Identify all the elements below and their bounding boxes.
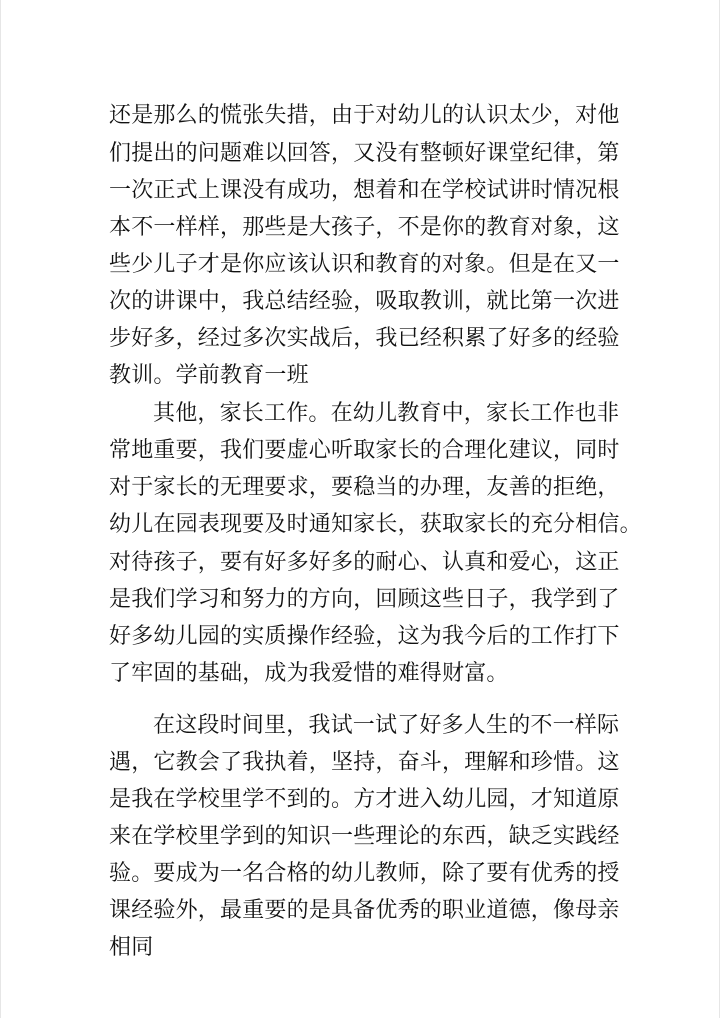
text-line: 相同 [109,935,154,960]
text-line: 次的讲课中，我总结经验，吸取教训，就比第一次进 [109,289,620,314]
text-line: 其他，家长工作。在幼儿教育中，家长工作也非 [153,401,620,426]
text-line: 来在学校里学到的知识一些理论的东西，缺乏实践经 [109,824,620,849]
text-line: 好多幼儿园的实质操作经验，这为我今后的工作打下 [109,624,620,649]
text-line: 是我们学习和努力的方向，回顾这些日子，我学到了 [109,587,620,612]
text-line: 些少儿子才是你应该认识和教育的对象。但是在又一 [109,252,620,277]
text-line: 们提出的问题难以回答，又没有整顿好课堂纪律，第 [109,141,620,166]
text-line: 对于家长的无理要求，要稳当的办理，友善的拒绝， [109,475,620,500]
text-line: 常地重要，我们要虚心听取家长的合理化建议，同时 [109,438,620,463]
text-line: 对待孩子，要有好多好多的耐心、认真和爱心，这正 [109,550,620,575]
text-line: 一次正式上课没有成功，想着和在学校试讲时情况根 [109,178,620,203]
text-line: 验。要成为一名合格的幼儿教师，除了要有优秀的授 [109,861,620,886]
text-line: 遇，它教会了我执着，坚持，奋斗，理解和珍惜。这 [109,750,620,775]
text-line: 本不一样样，那些是大孩子，不是你的教育对象，这 [109,215,620,240]
text-line: 教训。学前教育一班 [109,363,309,388]
text-line: 是我在学校里学不到的。方才进入幼儿园，才知道原 [109,787,620,812]
text-line: 幼儿在园表现要及时通知家长，获取家长的充分相信。 [109,512,642,537]
text-line: 步好多，经过多次实战后，我已经积累了好多的经验 [109,326,620,351]
text-line: 还是那么的慌张失措，由于对幼儿的认识太少，对他 [109,103,620,128]
text-line: 课经验外，最重要的是具备优秀的职业道德，像母亲 [109,898,620,923]
text-line: 了牢固的基础，成为我爱惜的难得财富。 [109,661,509,686]
text-line: 在这段时间里，我试一试了好多人生的不一样际 [153,713,620,738]
